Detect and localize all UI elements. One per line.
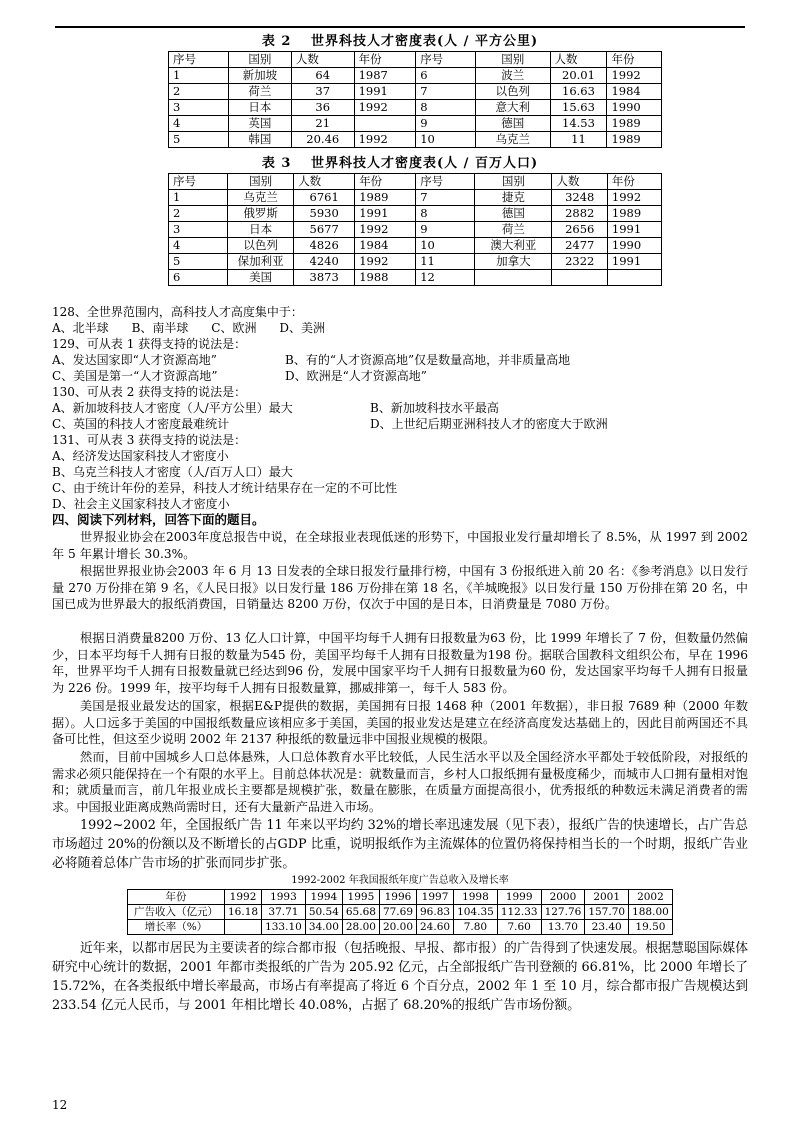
table3-header-cell: 国别 — [475, 174, 552, 190]
ad-table-cell — [225, 920, 262, 935]
table-cell: 2 — [169, 206, 228, 222]
table-cell: 捷克 — [475, 190, 552, 206]
ad-table-row — [128, 920, 673, 935]
table-cell: 4240 — [294, 254, 355, 270]
table-cell: 1992 — [355, 222, 416, 238]
table-cell: 1989 — [355, 190, 416, 206]
ad-table-cell: 96.83 — [417, 905, 454, 920]
table3 — [168, 173, 662, 286]
table-cell: 以色列 — [228, 238, 294, 254]
table-cell: 日本 — [228, 100, 291, 116]
table-cell: 6 — [416, 68, 476, 84]
table-cell: 1991 — [607, 254, 661, 270]
table3-header-cell: 人数 — [294, 174, 355, 190]
table-cell: 乌克兰 — [476, 132, 551, 148]
q130-option-d[interactable]: D、上世纪后期亚洲科技人才的密度大于欧洲 — [370, 417, 608, 431]
table-cell: 美国 — [228, 270, 294, 286]
table-cell: 荷兰 — [228, 84, 291, 100]
table-cell: 1 — [169, 190, 228, 206]
table3-title: 表 3 世界科技人才密度表(人 / 百万人口) — [261, 156, 539, 171]
q129-option-a[interactable]: A、发达国家即“人才资源高地” — [52, 353, 217, 367]
table-row — [169, 84, 662, 100]
table-cell: 3873 — [294, 270, 355, 286]
q128-option-c[interactable]: C、欧洲 — [211, 321, 257, 335]
q131-option-a[interactable]: A、经济发达国家科技人才密度小 — [52, 449, 229, 463]
paragraph-3: 根据日消费量8200 万份、13 亿人口计算，中国平均每千人拥有日报数量为63 份，比 1999 年增长了 7 份，但数量仍然偏少，日本平均每千人拥有日报的数量为545 份，美国平均每千人拥有日报数量为198 份。据联合国教科文组织公布，早在 1996 年，世界平均千人拥有日报数量就已经达到96 份，发展中国家平均千人拥有日报数量为60 份，发达国家平均每千人拥有日报量为 226 份。1999 年，按平均每千人拥有日报数量算，挪威排第一，每千人 583 份。 — [52, 631, 748, 695]
ad-table-cell: 133.10 — [262, 920, 306, 935]
ad-table-cell: 112.33 — [497, 905, 541, 920]
table-cell: 荷兰 — [475, 222, 552, 238]
ad-table-cell: 16.18 — [225, 905, 262, 920]
ad-table-cell: 28.00 — [342, 920, 379, 935]
table-cell: 新加坡 — [228, 68, 291, 84]
table2-header-cell: 序号 — [169, 52, 229, 68]
table2-header-cell: 人数 — [291, 52, 354, 68]
table-cell: 10 — [416, 238, 475, 254]
table-cell: 2 — [169, 84, 229, 100]
table-row — [169, 100, 662, 116]
q129-option-c[interactable]: C、美国是第一“人才资源高地” — [52, 369, 218, 383]
table-cell: 德国 — [476, 116, 551, 132]
table-cell: 64 — [291, 68, 354, 84]
table2-title: 表 2 世界科技人才密度表(人 / 平方公里) — [261, 34, 539, 49]
table-cell: 4826 — [294, 238, 355, 254]
table-row — [169, 116, 662, 132]
page-number: 12 — [52, 1098, 68, 1112]
table-row — [169, 254, 662, 270]
table-cell: 5 — [169, 132, 229, 148]
paragraph-2: 根据世界报业协会2003 年 6 月 13 日发表的全球日报发行量排行榜，中国有 3 份报纸进入前 20 名：《参考消息》以日发行量 270 万份排在第 9 名，《人民日报》以日发行量 186 万份排在第 18 名，《羊城晚报》以日发行量 150 万份排在第 20 名，中国已成为世界最大的报纸消费国，日销量达 8200 万份，仅次于中国的是日本，日消费量是 7080 万份。 — [52, 564, 748, 612]
table-cell: 1992 — [354, 132, 416, 148]
q131-option-b[interactable]: B、乌克兰科技人才密度（人/百万人口）最大 — [52, 465, 293, 479]
ad-table-cell: 24.60 — [417, 920, 454, 935]
ad-table-cell: 1996 — [379, 890, 416, 905]
table-cell: 加拿大 — [475, 254, 552, 270]
q131-option-c[interactable]: C、由于统计年份的差异，科技人才统计结果存在一定的不可比性 — [52, 481, 398, 495]
table-cell: 1990 — [607, 238, 661, 254]
table-cell: 12 — [416, 270, 475, 286]
ad-table-cell: 1995 — [342, 890, 379, 905]
ad-table-cell: 157.70 — [585, 905, 629, 920]
table-cell: 5 — [169, 254, 228, 270]
q130-option-a[interactable]: A、新加坡科技人才密度（人/平方公里）最大 — [52, 401, 293, 415]
table-cell: 7 — [416, 84, 476, 100]
table-cell: 1989 — [607, 206, 661, 222]
table-cell: 1990 — [607, 100, 662, 116]
table-row — [169, 68, 662, 84]
table-row — [169, 190, 662, 206]
table-row — [169, 270, 662, 286]
table-cell: 乌克兰 — [228, 190, 294, 206]
table3-header-cell: 人数 — [552, 174, 607, 190]
ad-table-cell: 188.00 — [629, 905, 673, 920]
table-cell — [475, 270, 552, 286]
table3-header-cell: 序号 — [169, 174, 228, 190]
ad-table-row-label: 年份 — [128, 890, 225, 905]
paragraph-5: 然而，目前中国城乡人口总体悬殊，人口总体教育水平比较低，人民生活水平以及全国经济水平都处于较低阶段，对报纸的需求必须只能保持在一个有限的水平上。目前总体状况是：就数量而言，乡村人口报纸拥有量极度稀少，而城市人口拥有量相对饱和；就质量而言，前几年报业成长主要都是规模扩张，数量在膨胀，在质量方面提高很小，优秀报纸的种数远未满足消费者的需求。中国报业距离成熟尚需时日，还有大量新产品进入市场。 — [52, 750, 748, 814]
q130-stem: 130、可从表 2 获得支持的说法是： — [52, 385, 247, 399]
ad-table — [127, 889, 673, 935]
table-cell: 1988 — [355, 270, 416, 286]
table-cell: 8 — [416, 100, 476, 116]
table-cell: 2656 — [552, 222, 607, 238]
ad-table-cell: 1993 — [262, 890, 306, 905]
ad-table-cell: 13.70 — [541, 920, 585, 935]
table-cell: 2882 — [552, 206, 607, 222]
ad-table-caption: 1992-2002 年我国报纸年度广告总收入及增长率 — [291, 875, 509, 886]
table-cell: 1991 — [354, 84, 416, 100]
table-cell: 德国 — [475, 206, 552, 222]
q130-option-c[interactable]: C、英国的科技人才密度最难统计 — [52, 417, 230, 431]
table-cell: 意大利 — [476, 100, 551, 116]
table3-header-cell: 年份 — [355, 174, 416, 190]
table-row — [169, 222, 662, 238]
table-cell: 11 — [550, 132, 607, 148]
table-cell: 1992 — [607, 190, 661, 206]
table2-header-row — [169, 52, 662, 68]
ad-table-cell: 65.68 — [342, 905, 379, 920]
ad-table-cell: 127.76 — [541, 905, 585, 920]
table-cell: 1987 — [354, 68, 416, 84]
ad-table-cell: 1992 — [225, 890, 262, 905]
ad-table-cell: 50.54 — [305, 905, 342, 920]
q128-option-b[interactable]: B、南半球 — [131, 321, 189, 335]
ad-table-cell: 20.00 — [379, 920, 416, 935]
ad-table-cell: 7.80 — [454, 920, 498, 935]
ad-table-cell: 23.40 — [585, 920, 629, 935]
table-cell: 10 — [416, 132, 476, 148]
table-cell: 21 — [291, 116, 354, 132]
table-cell — [607, 270, 661, 286]
table-cell: 1991 — [355, 206, 416, 222]
ad-table-cell: 1999 — [497, 890, 541, 905]
table-cell: 1989 — [607, 116, 662, 132]
table-row — [169, 238, 662, 254]
table2-header-cell: 国别 — [228, 52, 291, 68]
table-cell — [552, 270, 607, 286]
top-rule — [55, 26, 745, 28]
table-cell: 4 — [169, 238, 228, 254]
table-cell: 2322 — [552, 254, 607, 270]
table-cell: 16.63 — [550, 84, 607, 100]
table-cell: 5930 — [294, 206, 355, 222]
ad-table-cell: 1994 — [305, 890, 342, 905]
paragraph-7: 近年来，以都市居民为主要读者的综合都市报（包括晚报、早报、都市报）的广告得到了快速发展。根据慧聪国际媒体研究中心统计的数据，2001 年都市类报纸的广告为 205.92 亿元，占全部报纸广告刊登额的 66.81%，比 2000 年增长了 15.72%，在各类报纸中增长率最高，市场占有率提高了将近 6 个百分点，2002 年 1 至 10 月，综合都市报广告规模达到233.54 亿元人民币，与 2001 年相比增长 40.08%，占据了 68.20%的报纸广告市场份额。 — [52, 941, 748, 1013]
table3-header-cell: 国别 — [228, 174, 294, 190]
table-cell: 20.46 — [291, 132, 354, 148]
q131-option-d[interactable]: D、社会主义国家科技人才密度小 — [52, 497, 230, 511]
table-cell: 11 — [416, 254, 475, 270]
ad-table-row-label: 广告收入（亿元） — [128, 905, 225, 920]
ad-table-cell: 1997 — [417, 890, 454, 905]
q128-stem: 128、全世界范围内，高科技人才高度集中于： — [52, 305, 303, 319]
ad-table-cell: 77.69 — [379, 905, 416, 920]
q129-option-d[interactable]: D、欧洲是“人才资源高地” — [285, 369, 427, 383]
ad-table-cell: 2000 — [541, 890, 585, 905]
table-cell: 澳大利亚 — [475, 238, 552, 254]
table-cell: 俄罗斯 — [228, 206, 294, 222]
table3-header-cell: 年份 — [607, 174, 661, 190]
table-cell: 37 — [291, 84, 354, 100]
table-cell: 5677 — [294, 222, 355, 238]
table-cell: 韩国 — [228, 132, 291, 148]
table-cell: 日本 — [228, 222, 294, 238]
ad-table-cell: 37.71 — [262, 905, 306, 920]
table-row — [169, 206, 662, 222]
ad-table-cell: 1998 — [454, 890, 498, 905]
section-title: 四、阅读下列材料，回答下面的题目。 — [52, 512, 265, 527]
table-cell: 7 — [416, 190, 475, 206]
q128-option-d[interactable]: D、美洲 — [279, 321, 325, 335]
q128-option-a[interactable]: A、北半球 — [52, 321, 109, 335]
table2-header-cell: 国别 — [476, 52, 551, 68]
table-cell: 英国 — [228, 116, 291, 132]
table-cell: 3248 — [552, 190, 607, 206]
table-cell: 1992 — [607, 68, 662, 84]
table-cell: 1991 — [607, 222, 661, 238]
table-cell: 14.53 — [550, 116, 607, 132]
table-cell: 3 — [169, 100, 229, 116]
table2-header-cell: 序号 — [416, 52, 476, 68]
ad-table-row — [128, 890, 673, 905]
q128-options — [52, 320, 325, 336]
q131-stem: 131、可从表 3 获得支持的说法是： — [52, 433, 247, 447]
table-cell: 1992 — [354, 100, 416, 116]
table-cell: 6 — [169, 270, 228, 286]
table2-header-cell: 人数 — [550, 52, 607, 68]
table-cell: 波兰 — [476, 68, 551, 84]
paragraph-4: 美国是报业最发达的国家，根据E&P提供的数据，美国拥有日报 1468 种（2001 年数据），非日报 7689 种（2000 年数据）。人口远多于美国的中国报纸数量应该相应多于美国，美国的报业发达是建立在经济高度发达基础上的，因此目前两国还不具备可比性，但这至少说明 2002 年 2137 种报纸的数量远非中国报业规模的极限。 — [52, 699, 748, 747]
table-cell: 保加利亚 — [228, 254, 294, 270]
table3-header-cell: 序号 — [416, 174, 475, 190]
table-cell: 9 — [416, 222, 475, 238]
table-cell: 1989 — [607, 132, 662, 148]
ad-table-cell: 34.00 — [305, 920, 342, 935]
table2-header-cell: 年份 — [607, 52, 662, 68]
q130-option-b[interactable]: B、新加坡科技水平最高 — [370, 401, 499, 415]
paragraph-1: 世界报业协会在2003年度总报告中说，在全球报业表现低迷的形势下，中国报业发行量却增长了 8.5%，从 1997 到 2002 年 5 年累计增长 30.3%。 — [52, 530, 748, 561]
ad-table-row-label: 增长率（%） — [128, 920, 225, 935]
table-cell: 8 — [416, 206, 475, 222]
table3-header-row — [169, 174, 662, 190]
table-cell: 1 — [169, 68, 229, 84]
table-cell: 15.63 — [550, 100, 607, 116]
q129-option-b[interactable]: B、有的“人才资源高地”仅是数量高地，并非质量高地 — [285, 353, 571, 367]
ad-table-cell: 2002 — [629, 890, 673, 905]
q129-stem: 129、可从表 1 获得支持的说法是： — [52, 337, 247, 351]
table-cell: 2477 — [552, 238, 607, 254]
ad-table-cell: 7.60 — [497, 920, 541, 935]
table-row — [169, 132, 662, 148]
table2 — [168, 51, 662, 148]
table-cell — [354, 116, 416, 132]
table2-header-cell: 年份 — [354, 52, 416, 68]
table-cell: 4 — [169, 116, 229, 132]
paragraph-6: 1992~2002 年，全国报纸广告 11 年来以平均约 32%的增长率迅速发展（见下表），报纸广告的快速增长，占广告总市场超过 20%的份额以及不断增长的占GDP 比重，说明报纸作为主流媒体的位置仍将保持相当长的一个时期，报纸广告业必将随着总体广告市场的扩张而同步扩张。 — [52, 818, 748, 871]
table-cell: 1984 — [607, 84, 662, 100]
ad-table-cell: 104.35 — [454, 905, 498, 920]
ad-table-row — [128, 905, 673, 920]
table-cell: 6761 — [294, 190, 355, 206]
table-cell: 1992 — [355, 254, 416, 270]
ad-table-cell: 2001 — [585, 890, 629, 905]
table-cell: 以色列 — [476, 84, 551, 100]
table-cell: 3 — [169, 222, 228, 238]
table-cell: 1984 — [355, 238, 416, 254]
ad-table-cell: 19.50 — [629, 920, 673, 935]
table-cell: 9 — [416, 116, 476, 132]
table-cell: 20.01 — [550, 68, 607, 84]
table-cell: 36 — [291, 100, 354, 116]
